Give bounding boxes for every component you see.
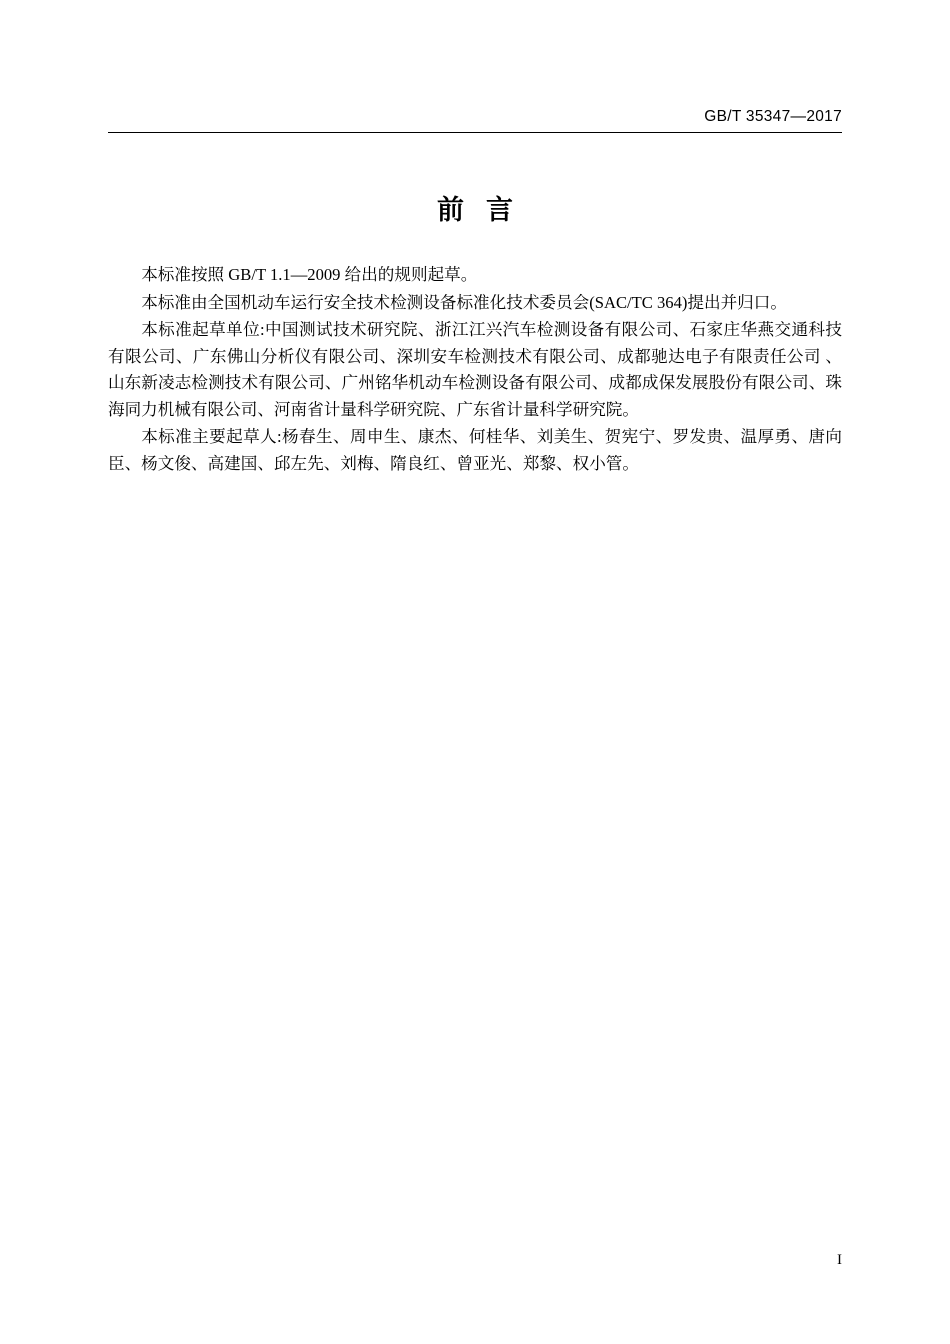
- paragraph: 本标准起草单位:中国测试技术研究院、浙江江兴汽车检测设备有限公司、石家庄华燕交通科技有限公司、广东佛山分析仪有限公司、深圳安车检测技术有限公司、成都驰达电子有限责任公司 、山东新凌志检测技术有限公司、广州铭华机动车检测设备有限公司、成都成保发展股份有限公司、珠海同力机械有限公司、河南省计量科学研究院、广东省计量科学研究院。: [108, 320, 842, 419]
- foreword-body: [108, 262, 842, 478]
- paragraph: 本标准由全国机动车运行安全技术检测设备标准化技术委员会(SAC/TC 364)提出并归口。: [141, 292, 787, 312]
- header-divider: [108, 132, 842, 133]
- paragraph: 本标准主要起草人:杨春生、周申生、康杰、何桂华、刘美生、贺宪宁、罗发贵、温厚勇、唐向臣、杨文俊、高建国、邱左先、刘梅、隋良红、曾亚光、郑黎、权小管。: [108, 427, 842, 473]
- paragraph: 本标准按照 GB/T 1.1—2009 给出的规则起草。: [141, 265, 478, 284]
- page-header-standard-number: GB/T 35347—2017: [704, 108, 842, 125]
- page-title: 前言: [437, 195, 535, 225]
- page-number: I: [837, 1252, 842, 1268]
